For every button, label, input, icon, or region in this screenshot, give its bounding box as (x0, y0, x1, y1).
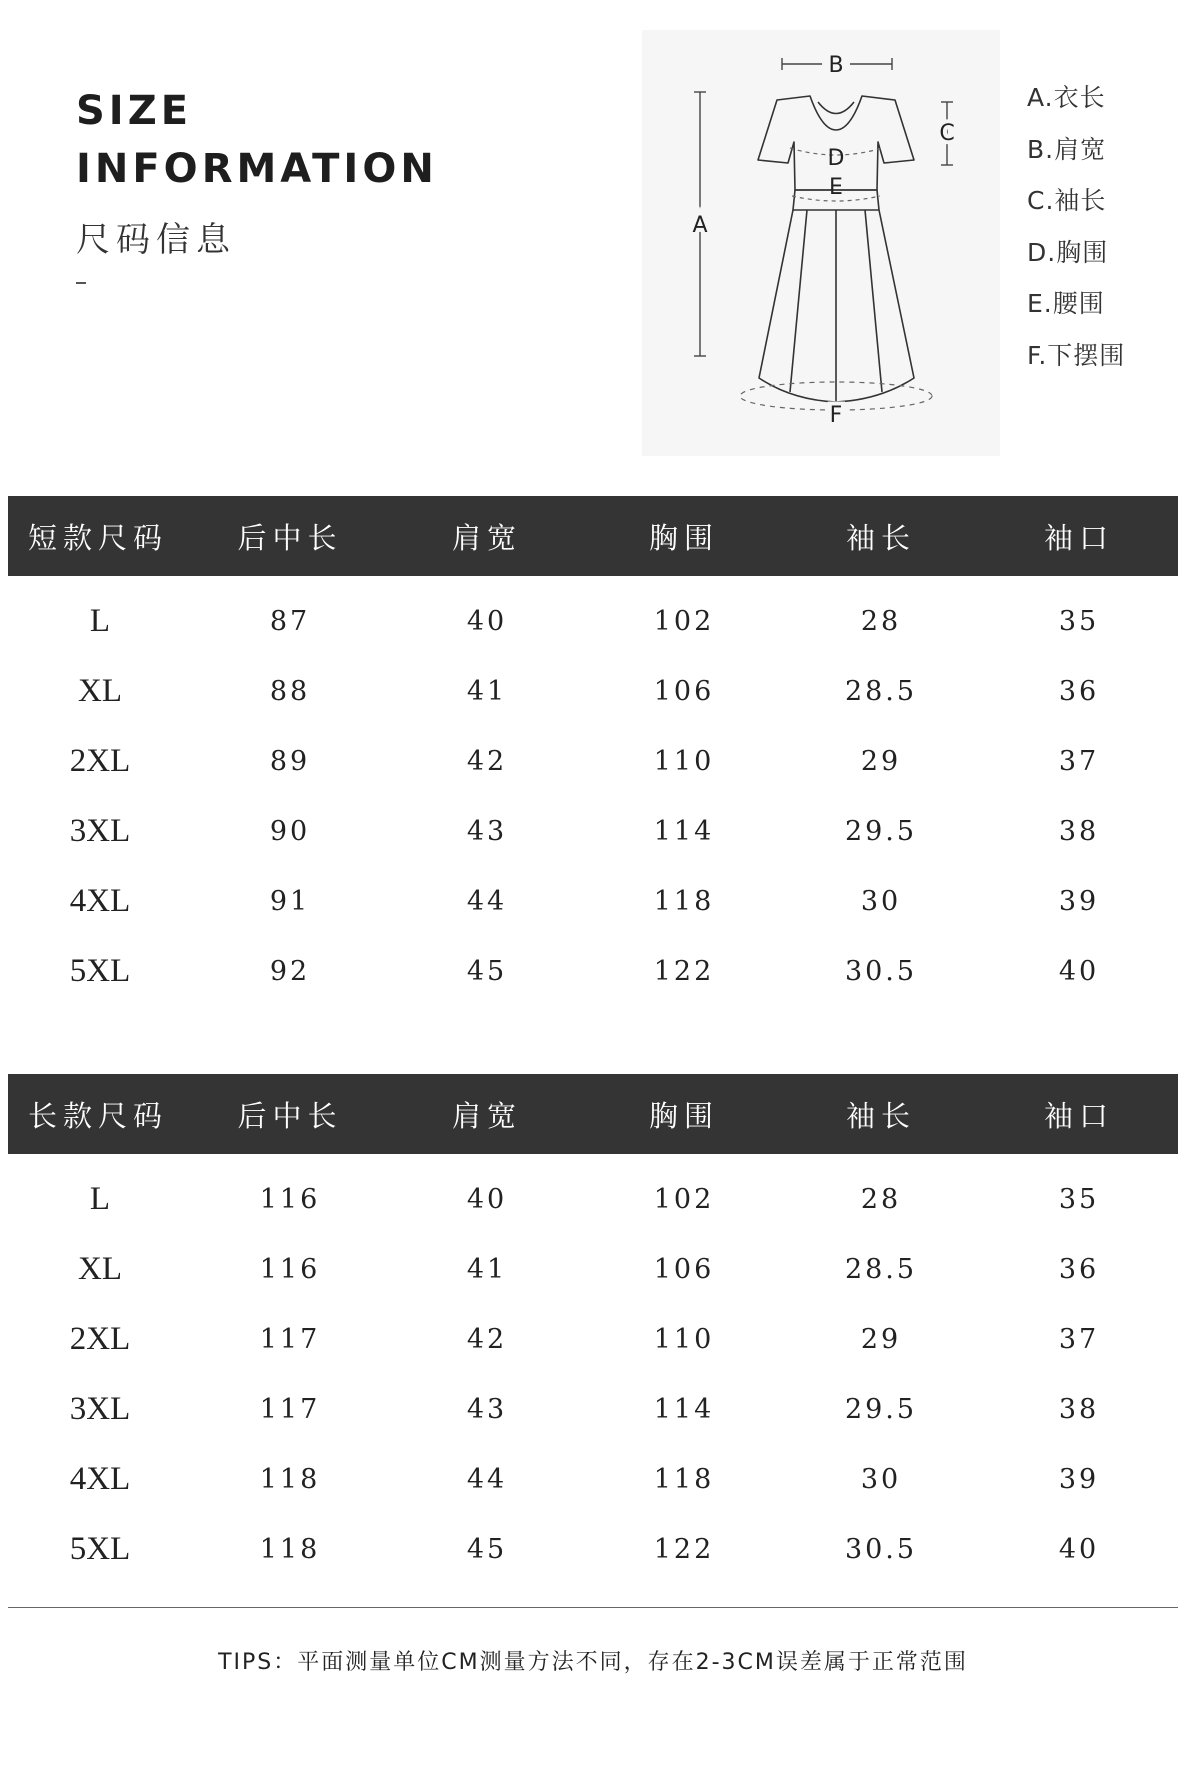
table-row (8, 796, 1178, 866)
value-cell: 117 (259, 1393, 321, 1425)
table-row (8, 1304, 1178, 1374)
value-cell: 44 (466, 885, 508, 917)
size-cell: 4XL (69, 882, 131, 919)
legend-item: E.腰围 (1027, 289, 1105, 318)
value-cell: 90 (269, 815, 311, 847)
value-cell: 87 (269, 605, 311, 637)
value-cell: 45 (466, 955, 508, 987)
size-cell: 4XL (69, 1460, 131, 1497)
value-cell: 40 (1058, 1533, 1100, 1565)
value-cell: 89 (269, 745, 311, 777)
diagram-label-c: C (939, 121, 955, 146)
page-title-line1: SIZE (76, 88, 193, 134)
size-cell: 3XL (69, 812, 131, 849)
legend-item: F.下摆围 (1027, 340, 1126, 370)
table-row (8, 1234, 1178, 1304)
table-row (8, 866, 1178, 936)
value-cell: 106 (653, 1253, 715, 1285)
size-cell: 2XL (69, 742, 131, 779)
table-row (8, 586, 1178, 656)
diagram-label-f: F (829, 403, 843, 428)
legend-item: C.袖长 (1027, 186, 1107, 215)
value-cell: 28 (860, 1183, 902, 1215)
table-row (8, 726, 1178, 796)
value-cell: 88 (269, 675, 311, 707)
value-cell: 42 (466, 1323, 508, 1355)
table-row (8, 1164, 1178, 1234)
measurement-legend (1027, 78, 1125, 387)
value-cell: 29.5 (844, 815, 918, 847)
value-cell: 43 (466, 1393, 508, 1425)
value-cell: 37 (1058, 745, 1100, 777)
value-cell: 118 (653, 1463, 715, 1495)
diagram-label-b: B (828, 53, 844, 78)
short-size-table (8, 496, 1178, 1006)
header-cell: 后中长 (237, 520, 343, 555)
value-cell: 44 (466, 1463, 508, 1495)
header-cell: 袖口 (1043, 520, 1114, 555)
size-cell: XL (78, 1250, 122, 1287)
value-cell: 29 (860, 745, 902, 777)
table-row (8, 1374, 1178, 1444)
size-cell: 5XL (69, 952, 131, 989)
header-cell: 袖长 (845, 1098, 916, 1133)
value-cell: 40 (466, 1183, 508, 1215)
value-cell: 39 (1058, 1463, 1100, 1495)
value-cell: 41 (466, 1253, 508, 1285)
table-row (8, 1444, 1178, 1514)
value-cell: 37 (1058, 1323, 1100, 1355)
header-cell: 胸围 (648, 520, 719, 555)
value-cell: 38 (1058, 815, 1100, 847)
size-cell: 2XL (69, 1320, 131, 1357)
legend-item: D.胸围 (1027, 237, 1109, 267)
value-cell: 114 (653, 1393, 715, 1425)
long-size-table (8, 1074, 1178, 1584)
value-cell: 28.5 (844, 675, 918, 707)
footer-divider (8, 1607, 1178, 1608)
dress-illustration (642, 30, 1000, 456)
dress-measurement-diagram (642, 30, 1000, 456)
value-cell: 118 (653, 885, 715, 917)
value-cell: 116 (259, 1183, 321, 1215)
value-cell: 38 (1058, 1393, 1100, 1425)
value-cell: 91 (269, 885, 311, 917)
page-subtitle-cn: 尺码信息 (76, 220, 236, 260)
header-cell: 后中长 (237, 1098, 343, 1133)
value-cell: 40 (466, 605, 508, 637)
header-cell: 长款尺码 (28, 1098, 169, 1133)
header-cell: 短款尺码 (28, 520, 169, 555)
value-cell: 92 (269, 955, 311, 987)
value-cell: 122 (653, 955, 715, 987)
size-cell: 3XL (69, 1390, 131, 1427)
value-cell: 110 (653, 745, 715, 777)
value-cell: 29.5 (844, 1393, 918, 1425)
size-cell: XL (78, 672, 122, 709)
legend-item: B.肩宽 (1027, 134, 1107, 164)
size-cell: 5XL (69, 1530, 131, 1567)
value-cell: 122 (653, 1533, 715, 1565)
value-cell: 30 (860, 885, 902, 917)
value-cell: 106 (653, 675, 715, 707)
value-cell: 30 (860, 1463, 902, 1495)
table-header (8, 1074, 1178, 1154)
table-row (8, 656, 1178, 726)
value-cell: 117 (259, 1323, 321, 1355)
value-cell: 102 (653, 1183, 715, 1215)
value-cell: 29 (860, 1323, 902, 1355)
value-cell: 30.5 (844, 955, 918, 987)
diagram-label-d: D (827, 146, 845, 171)
value-cell: 45 (466, 1533, 508, 1565)
header-cell: 肩宽 (451, 520, 522, 555)
value-cell: 41 (466, 675, 508, 707)
header-cell: 肩宽 (451, 1098, 522, 1133)
value-cell: 110 (653, 1323, 715, 1355)
value-cell: 114 (653, 815, 715, 847)
diagram-label-a: A (692, 213, 708, 238)
table-row (8, 936, 1178, 1006)
header-cell: 袖口 (1043, 1098, 1114, 1133)
value-cell: 118 (259, 1463, 321, 1495)
table-row (8, 1514, 1178, 1584)
value-cell: 43 (466, 815, 508, 847)
size-cell: L (89, 602, 111, 639)
title-divider-dash (76, 282, 86, 284)
value-cell: 30.5 (844, 1533, 918, 1565)
value-cell: 36 (1058, 1253, 1100, 1285)
header-cell: 胸围 (648, 1098, 719, 1133)
value-cell: 28.5 (844, 1253, 918, 1285)
value-cell: 36 (1058, 675, 1100, 707)
table-header (8, 496, 1178, 576)
diagram-label-e: E (829, 175, 843, 200)
value-cell: 42 (466, 745, 508, 777)
value-cell: 39 (1058, 885, 1100, 917)
legend-item: A.衣长 (1027, 83, 1106, 112)
value-cell: 102 (653, 605, 715, 637)
value-cell: 40 (1058, 955, 1100, 987)
size-cell: L (89, 1180, 111, 1217)
value-cell: 28 (860, 605, 902, 637)
value-cell: 116 (259, 1253, 321, 1285)
header-cell: 袖长 (845, 520, 916, 555)
page-title-line2: INFORMATION (76, 146, 438, 192)
value-cell: 118 (259, 1533, 321, 1565)
tips-note: TIPS：平面测量单位CM测量方法不同，存在2-3CM误差属于正常范围 (218, 1650, 968, 1675)
value-cell: 35 (1058, 1183, 1100, 1215)
value-cell: 35 (1058, 605, 1100, 637)
